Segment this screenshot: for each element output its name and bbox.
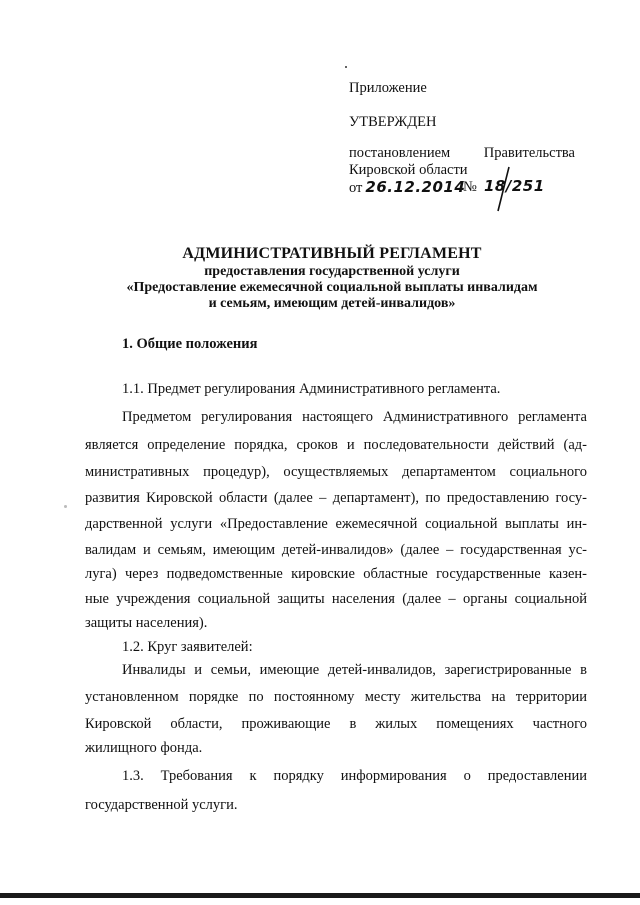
title-line-2: предоставления государственной услуги — [204, 264, 460, 279]
region-text: Кировской области — [349, 162, 468, 178]
scan-bottom-edge — [0, 893, 640, 898]
applicants-line: Инвалиды и семьи, имеющие детей-инвалидов, зарегистрированные в — [122, 662, 587, 678]
date-number-line — [349, 179, 575, 199]
title-line-3: «Предоставление ежемесячной социальной выплаты инвалидам — [126, 280, 538, 295]
government-word: Правительства — [483, 145, 575, 161]
approved-label: УТВЕРЖДЕН — [349, 114, 437, 130]
scan-mark — [64, 505, 67, 508]
handwritten-date: 26.12.2014 — [365, 178, 466, 196]
title-main: АДМИНИСТРАТИВНЫЙ РЕГЛАМЕНТ — [182, 245, 482, 262]
paragraph-1-2: 1.2. Круг заявителей: — [122, 639, 253, 655]
applicants-line: Кировской области, проживающие в жилых помещениях частного — [85, 716, 587, 732]
paragraph-last-line: защиты населения). — [85, 615, 208, 631]
approval-stamp-block — [349, 80, 575, 199]
resolution-line — [349, 145, 575, 162]
handwritten-slash-stroke — [495, 165, 511, 213]
paragraph-1-3-last-line: государственной услуги. — [85, 797, 238, 813]
paragraph-line: луга) через подведомственные кировские областные государственные казен- — [85, 566, 587, 582]
paragraph-line: ные учреждения социальной защиты населения (далее – органы социальной — [85, 591, 587, 607]
paragraph-line: валидам и семьям, имеющим детей-инвалидов» (далее – государственная ус- — [85, 542, 587, 558]
number-sign: № — [463, 179, 477, 195]
section-heading: 1. Общие положения — [122, 336, 258, 352]
paragraph-line: дарственной услуги «Предоставление ежемесячной социальной выплаты ин- — [85, 516, 587, 532]
regulation-title — [0, 244, 640, 312]
from-word: от — [349, 180, 363, 196]
applicants-line: установленном порядке по постоянному месту жительства на территории — [85, 689, 587, 705]
title-line-4: и семьям, имеющим детей-инвалидов» — [208, 296, 456, 311]
paragraph-1-3: 1.3. Требования к порядку информирования о предоставлении — [122, 768, 587, 784]
paragraph-line: министративных процедур), осуществляемых департаментом социального — [85, 464, 587, 480]
paragraph-line: Предметом регулирования настоящего Административного регламента — [122, 409, 587, 425]
scan-speck — [345, 66, 347, 68]
paragraph-line: развития Кировской области (далее – департамент), по предоставлению госу- — [85, 490, 587, 506]
paragraph-1-1: 1.1. Предмет регулирования Административного регламента. — [122, 381, 501, 397]
appendix-label: Приложение — [349, 80, 427, 96]
resolution-word: постановлением — [349, 145, 451, 161]
applicants-last-line: жилищного фонда. — [85, 740, 203, 756]
handwritten-number: 18/251 — [484, 177, 545, 195]
paragraph-line: является определение порядка, сроков и последовательности действий (ад- — [85, 437, 587, 453]
